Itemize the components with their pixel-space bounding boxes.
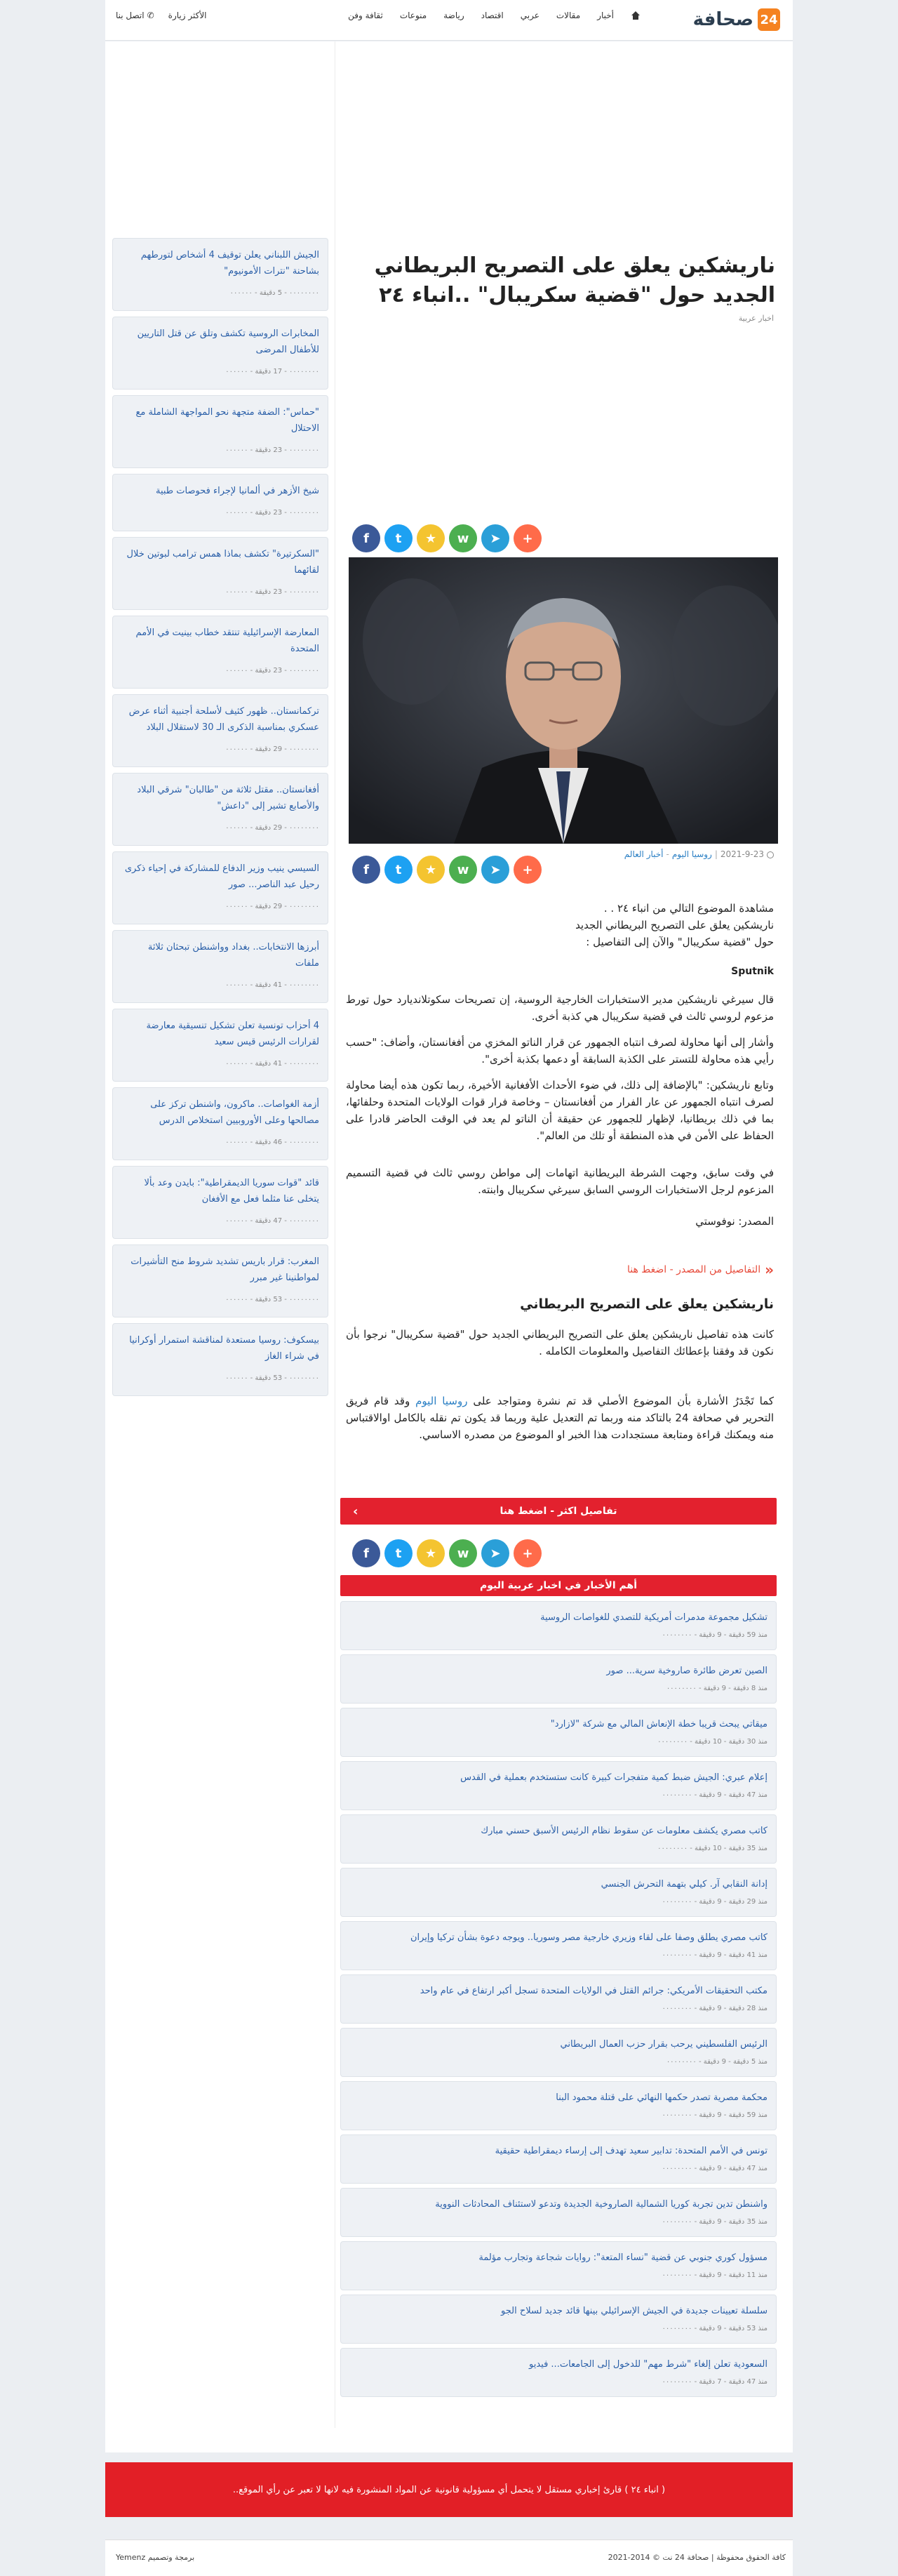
facebook-share-button[interactable]: f — [352, 856, 380, 884]
telegram-share-button[interactable]: ➤ — [481, 524, 509, 552]
whatsapp-share-button[interactable]: w — [449, 524, 477, 552]
news-list-item[interactable] — [340, 1814, 777, 1864]
news-item-title: مسؤول كوري جنوبي عن قضية "نساء المتعة": روايات شجاعة وتجارب مؤلمة — [478, 2252, 768, 2263]
paragraph-text: كما تَجْدَرُ الأشارة بأن الموضوع الأصلي قد تم نشرة ومتواجد على — [467, 1395, 774, 1407]
logo-badge: 24 — [758, 8, 780, 31]
sidebar-news-title: "السكرتيرة" تكشف بماذا همس ترامب لبوتين خلال لقائهما — [126, 549, 319, 576]
sidebar-news-meta: ٠٠٠٠٠٠٠٠ - 29 دقيقة - ٠٠٠٠٠٠ — [225, 903, 319, 910]
news-item-title: إدانة النقابي آر. كيلي بتهمة التحرش الجنسي — [601, 1879, 768, 1890]
article-subheading: ناريشكين يعلق على التصريح البريطاني — [520, 1296, 774, 1312]
sidebar-news-title: قائد "قوات سوريا الديمقراطية": بايدن وعد بألا يتخلى عنا مثلما فعل مع الأفغان — [144, 1178, 319, 1204]
news-list-item[interactable] — [340, 2348, 777, 2397]
news-item-title: إعلام عبري: الجيش ضبط كمية متفجرات كبيرة كانت ستستخدم بعملية في القدس — [460, 1772, 768, 1783]
telegram-share-button[interactable]: ➤ — [481, 1539, 509, 1567]
sidebar-news-meta: ٠٠٠٠٠٠٠٠ - 41 دقيقة - ٠٠٠٠٠٠ — [225, 1060, 319, 1068]
sidebar-news-card[interactable] — [112, 773, 328, 846]
sidebar-news-meta: ٠٠٠٠٠٠٠٠ - 23 دقيقة - ٠٠٠٠٠٠ — [225, 588, 319, 596]
sidebar-news-meta: ٠٠٠٠٠٠٠٠ - 53 دقيقة - ٠٠٠٠٠٠ — [225, 1374, 319, 1382]
news-item-title: الصين تعرض طائرة صاروخية سرية... صور — [606, 1666, 768, 1676]
developer-credit[interactable]: برمجة وتصميم Yemenz — [116, 2553, 195, 2562]
more-share-button[interactable]: + — [514, 1539, 542, 1567]
sidebar-news-title: تركمانستان.. ظهور كثيف لأسلحة أجنبية أثناء عرض عسكري بمناسبة الذكرى الـ 30 لاستقلال البلاد — [128, 706, 319, 733]
telegram-share-button[interactable]: ➤ — [481, 856, 509, 884]
sidebar-news-title: المعارضة الإسرائيلية تنتقد خطاب بينيت في الأمم المتحدة — [135, 628, 319, 654]
article-paragraph: في وقت سابق، وجهت الشرطة البريطانية اتهامات إلى مواطن روسي ثالث في قضية التسميم المزعوم لرجل الاستخبارات الروسي السابق سيرغي سكريبال وابنته. — [346, 1167, 774, 1196]
sidebar-news-card[interactable] — [112, 1087, 328, 1160]
twitter-share-button[interactable]: t — [384, 524, 413, 552]
news-item-meta: منذ 59 دقيقة - 9 دقيقة - ٠٠٠٠٠٠٠٠ — [662, 1631, 768, 1639]
news-list-item[interactable] — [340, 1974, 777, 2024]
article-paragraph: كانت هذه تفاصيل ناريشكين يعلق على التصريح البريطاني الجديد حول "قضية سكريبال" نرجوا بأن نكون قد وفقنا بإعطائك التفاصيل والمعلومات الكامله . — [346, 1328, 774, 1357]
news-item-title: الرئيس الفلسطيني يرحب بقرار حزب العمال البريطاني — [560, 2039, 768, 2050]
nav-item-news[interactable]: أخبار — [597, 11, 614, 20]
news-item-title: محكمة مصرية تصدر حكمها النهائي على قتلة محمود البنا — [556, 2092, 768, 2103]
article-date: 2021-9-23 — [720, 849, 764, 859]
news-list-item[interactable] — [340, 2081, 777, 2130]
news-item-title: سلسلة تعيينات جديدة في الجيش الإسرائيلي بينها قائد جديد لسلاح الجو — [501, 2306, 768, 2316]
nav-item-sports[interactable]: رياضة — [443, 11, 464, 20]
news-item-meta: منذ 30 دقيقة - 10 دقيقة - ٠٠٠٠٠٠٠٠ — [657, 1738, 768, 1746]
sidebar-news-card[interactable] — [112, 851, 328, 924]
most-visited-link[interactable]: الأكثر زيارة — [168, 11, 207, 20]
source-credit: المصدر: نوفوستي — [695, 1215, 774, 1228]
news-item-title: السعودية تعلن إلغاء "شرط مهم" للدخول إلى الجامعات... فيديو — [529, 2359, 768, 2370]
news-item-meta: منذ 59 دقيقة - 9 دقيقة - ٠٠٠٠٠٠٠٠ — [662, 2111, 768, 2119]
sidebar-news-card[interactable] — [112, 1009, 328, 1082]
more-share-button[interactable]: + — [514, 524, 542, 552]
header-utilities — [116, 0, 207, 31]
sidebar-news-card[interactable] — [112, 395, 328, 468]
news-item-meta: منذ 28 دقيقة - 9 دقيقة - ٠٠٠٠٠٠٠٠ — [662, 2005, 768, 2012]
sidebar-news-meta: ٠٠٠٠٠٠٠٠ - 23 دقيقة - ٠٠٠٠٠٠ — [225, 446, 319, 454]
news-item-title: كاتب مصري يطلق وصفا على لقاء وزيري خارجية مصر وسوريا.. ويوجه دعوة بشأن تركيا وإيران — [410, 1932, 768, 1943]
news-item-meta: منذ 35 دقيقة - 10 دقيقة - ٠٠٠٠٠٠٠٠ — [657, 1845, 768, 1852]
nav-item-culture[interactable]: ثقافة وفن — [348, 11, 383, 20]
nav-home[interactable] — [622, 0, 649, 31]
article-photo-illustration — [349, 557, 778, 844]
whatsapp-share-button[interactable]: w — [449, 1539, 477, 1567]
sidebar-news-meta: ٠٠٠٠٠٠٠٠ - 23 دقيقة - ٠٠٠٠٠٠ — [225, 509, 319, 517]
sidebar-news-title: الجيش اللبناني يعلن توقيف 4 أشخاص لتورطهم بشاحنة "نترات الأمونيوم" — [140, 250, 319, 277]
share-bar-bottom — [352, 1539, 542, 1567]
favorite-button[interactable]: ★ — [417, 524, 445, 552]
more-share-button[interactable]: + — [514, 856, 542, 884]
nav-item-articles[interactable]: مقالات — [556, 11, 581, 20]
copyright: كافة الحقوق محفوظة | صحافة 24 نت © 2014-2021 — [608, 2553, 786, 2562]
sidebar-news-title: 4 أحزاب تونسية تعلن تشكيل تنسيقية معارضة لقرارات الرئيس قيس سعيد — [146, 1021, 319, 1047]
news-item-meta: منذ 41 دقيقة - 9 دقيقة - ٠٠٠٠٠٠٠٠ — [662, 1951, 768, 1959]
news-item-title: تشكيل مجموعة مدمرات أمريكية للتصدي للغواصات الروسية — [540, 1612, 768, 1623]
more-details-label: تفاصيل اكثر - اضغط هنا — [500, 1506, 617, 1517]
sidebar-news-title: المخابرات الروسية تكشف وتلق عن قتل التاريين للأطفال المرضى — [137, 328, 319, 355]
sidebar-news-title: أزمة الغواصات.. ماكرون، واشنطن تركز على مصالحها وعلى الأوروبيين استخلاص الدرس — [150, 1099, 319, 1126]
share-bar-middle — [352, 856, 542, 884]
main-nav — [340, 0, 649, 31]
news-item-meta: منذ 47 دقيقة - 9 دقيقة - ٠٠٠٠٠٠٠٠ — [662, 2165, 768, 2172]
clock-icon — [767, 851, 774, 858]
news-item-meta: منذ 35 دقيقة - 9 دقيقة - ٠٠٠٠٠٠٠٠ — [662, 2218, 768, 2226]
section-link[interactable]: أخبار العالم — [624, 849, 664, 859]
sidebar-news-card[interactable] — [112, 1323, 328, 1396]
sidebar-news-title: "حماس": الضفة متجهة نحو المواجهة الشاملة مع الاحتلال — [135, 407, 319, 434]
twitter-share-button[interactable]: t — [384, 1539, 413, 1567]
news-item-title: مكتب التحقيقات الأمريكي: جرائم القتل في الولايات المتحدة تسجل أكبر ارتفاع في عام واحد — [420, 1986, 768, 1996]
sidebar-news-title: شيخ الأزهر في ألمانيا لإجراء فحوصات طبية — [155, 486, 319, 496]
logo-text: صحافة — [692, 9, 753, 30]
news-item-meta: منذ 11 دقيقة - 9 دقيقة - ٠٠٠٠٠٠٠٠ — [662, 2271, 768, 2279]
top-news-list — [340, 1601, 777, 2401]
home-icon — [631, 11, 641, 20]
sidebar-news-title: المغرب: قرار باريس تشديد شروط منح التأشيرات لمواطنينا غير مبرر — [130, 1256, 319, 1283]
contact-label: اتصل بنا — [116, 11, 145, 20]
article-paragraph: قال سيرغي ناريشكين مدير الاستخبارات الخارجية الروسية، إن تصريحات سكوتلانديارد حول تورط مزعوم لروسي ثالث في قضية سكريبال هي كذبة أخرى. — [346, 993, 774, 1023]
news-item-meta: منذ 29 دقيقة - 9 دقيقة - ٠٠٠٠٠٠٠٠ — [662, 1898, 768, 1906]
page-container — [105, 41, 793, 2452]
nav-item-misc[interactable]: منوعات — [399, 11, 427, 20]
nav-item-economy[interactable]: اقتصاد — [481, 11, 504, 20]
sidebar-news-card[interactable] — [112, 694, 328, 767]
sidebar — [112, 238, 328, 1402]
sidebar-news-title: أفغانستان.. مقتل ثلاثة من "طالبان" شرقي البلاد والأصابع تشير إلى "داعش" — [137, 785, 319, 811]
news-list-item[interactable] — [340, 1761, 777, 1810]
share-bar-top — [352, 524, 542, 552]
news-list-item[interactable] — [340, 2295, 777, 2344]
news-list-item[interactable] — [340, 1868, 777, 1917]
article-lead: مشاهدة الموضوع التالي من انباء ٢٤ . . ناريشكين يعلق على التصريح البريطاني الجديد حول "قضية سكريبال" والآن إلى التفاصيل : — [575, 902, 774, 948]
sidebar-news-card[interactable] — [112, 317, 328, 390]
article-photo — [349, 557, 778, 844]
sidebar-news-title: أبرزها الانتخابات.. بغداد وواشنطن تبحثان ثلاثة ملفات — [147, 942, 319, 969]
top-news-header: أهم الأخبار في اخبار عربية اليوم — [340, 1575, 777, 1596]
facebook-share-button[interactable]: f — [352, 1539, 380, 1567]
news-item-meta: منذ 8 دقيقة - 9 دقيقة - ٠٠٠٠٠٠٠٠ — [666, 1685, 768, 1692]
article-category[interactable]: اخبار عربية — [738, 314, 774, 323]
news-list-item[interactable] — [340, 2188, 777, 2237]
source-details-link[interactable] — [627, 1261, 774, 1278]
news-list-item[interactable] — [340, 2241, 777, 2290]
source-tag: Sputnik — [731, 966, 774, 977]
news-item-meta: منذ 47 دقيقة - 9 دقيقة - ٠٠٠٠٠٠٠٠ — [662, 1791, 768, 1799]
article-paragraph — [346, 1393, 774, 1443]
nav-item-arab[interactable]: عربي — [520, 11, 540, 20]
article-paragraph: وأشار إلى أنها محاولة لصرف انتباه الجمهور عن قرار الناتو المخزي من أفغانستان، وأضاف: "حسب رأيي هذه محاولة للتستر على الكذبة السابقة أو دعمها بكذبة أخرى". — [346, 1036, 774, 1065]
chevron-icon: › — [353, 1503, 358, 1519]
sidebar-news-card[interactable] — [112, 930, 328, 1003]
news-list-item[interactable] — [340, 1654, 777, 1704]
sidebar-news-meta: ٠٠٠٠٠٠٠٠ - 29 دقيقة - ٠٠٠٠٠٠ — [225, 745, 319, 753]
article-paragraph: وتابع ناريشكين: "بالإضافة إلى ذلك، في ضوء الأحداث الأفغانية الأخيرة، ربما تكون هذه أيضا محاولة لصرف انتباه الجمهور عن عار الفرار من أفغانستان – وخاصة فرار قوات الولايات المتحدة وحلفائها، بما في ذلك بريطانيا، لإظهار للجمهور عن حقيقة أن الناتو لم يعد في الوقت الحاضر قادرا على الحفاظ على الأمن في هذه المنطقة أو تلك من العالم". — [346, 1079, 774, 1142]
source-link[interactable]: روسيا اليوم — [671, 849, 712, 859]
news-list-item[interactable] — [340, 1601, 777, 1650]
article-meta: 2021-9-23|روسيا اليوم-أخبار العالم — [624, 849, 774, 859]
whatsapp-share-button[interactable]: w — [449, 856, 477, 884]
news-item-meta: منذ 53 دقيقة - 9 دقيقة - ٠٠٠٠٠٠٠٠ — [662, 2325, 768, 2332]
paragraph-text: وقد قام فريق التحرير في صحافة 24 بالتاكد منه وربما تم التعديل علية وربما قد يكون تم نقله بالكامل اوالاقتباس منه ويمكنك قراءة ومتابعة مستجدادت هذا الخبر او الموضوع من مصدره الاساسي. — [346, 1395, 774, 1441]
contact-link[interactable] — [116, 11, 154, 20]
news-item-meta: منذ 47 دقيقة - 7 دقيقة - ٠٠٠٠٠٠٠٠ — [662, 2378, 768, 2386]
article-title: ناريشكين يعلق على التصريح البريطاني الجديد حول "قضية سكريبال" ..انباء ٢٤ — [374, 253, 775, 307]
sidebar-news-meta: ٠٠٠٠٠٠٠٠ - 17 دقيقة - ٠٠٠٠٠٠ — [225, 368, 319, 376]
sidebar-news-card[interactable] — [112, 238, 328, 311]
news-item-title: ميقاتي يبحث قريبا خطة الإنعاش المالي مع شركة "لازارد" — [550, 1719, 768, 1729]
news-list-item[interactable] — [340, 1921, 777, 1970]
source-details-label: التفاصيل من المصدر - اضغط هنا — [626, 1264, 761, 1275]
sidebar-news-card[interactable] — [112, 537, 328, 610]
news-list-item[interactable] — [340, 2135, 777, 2184]
favorite-button[interactable]: ★ — [417, 1539, 445, 1567]
original-source-link[interactable]: روسيا اليوم — [415, 1395, 468, 1407]
sidebar-news-card[interactable] — [112, 1166, 328, 1239]
site-header — [105, 0, 793, 41]
sidebar-news-meta: ٠٠٠٠٠٠٠٠ - 46 دقيقة - ٠٠٠٠٠٠ — [225, 1138, 319, 1146]
sidebar-news-title: بيسكوف: روسيا مستعدة لمناقشة استمرار أوكرانيا في شراء الغاز — [129, 1335, 319, 1362]
favorite-button[interactable]: ★ — [417, 856, 445, 884]
sidebar-news-meta: ٠٠٠٠٠٠٠٠ - 29 دقيقة - ٠٠٠٠٠٠ — [225, 824, 319, 832]
sidebar-news-card[interactable] — [112, 616, 328, 689]
news-item-title: واشنطن تدين تجربة كوريا الشمالية الصاروخية الجديدة وتدعو لاستئناف المحادثات النووية — [435, 2199, 768, 2210]
news-list-item[interactable] — [340, 1708, 777, 1757]
news-item-title: تونس في الأمم المتحدة: تدابير سعيد تهدف إلى إرساء ديمقراطية حقيقية — [495, 2146, 768, 2156]
more-details-button[interactable] — [340, 1498, 777, 1525]
sidebar-news-meta: ٠٠٠٠٠٠٠٠ - 5 دقيقة - ٠٠٠٠٠٠ — [229, 289, 319, 297]
site-logo[interactable] — [693, 6, 780, 34]
phone-icon: ✆ — [147, 11, 154, 20]
sidebar-news-card[interactable] — [112, 474, 328, 531]
facebook-share-button[interactable]: f — [352, 524, 380, 552]
news-item-meta: منذ 5 دقيقة - 9 دقيقة - ٠٠٠٠٠٠٠٠ — [666, 2058, 768, 2066]
sidebar-news-meta: ٠٠٠٠٠٠٠٠ - 53 دقيقة - ٠٠٠٠٠٠ — [225, 1296, 319, 1303]
news-list-item[interactable] — [340, 2028, 777, 2077]
sidebar-news-meta: ٠٠٠٠٠٠٠٠ - 47 دقيقة - ٠٠٠٠٠٠ — [225, 1217, 319, 1225]
footer-disclaimer: ( انباء ٢٤ ) قارئ إخباري مستقل لا يتحمل أي مسؤولية قانونية عن المواد المنشورة فيه لانها لا تعبر عن رأي الموقع.. — [105, 2462, 793, 2517]
site-footer — [105, 2540, 793, 2576]
sidebar-news-meta: ٠٠٠٠٠٠٠٠ - 23 دقيقة - ٠٠٠٠٠٠ — [225, 667, 319, 675]
twitter-share-button[interactable]: t — [384, 856, 413, 884]
sidebar-news-title: السيسي ينيب وزير الدفاع للمشاركة في إحياء ذكرى رحيل عبد الناصر... صور — [124, 863, 319, 890]
double-chevron-icon: « — [765, 1261, 774, 1278]
sidebar-news-card[interactable] — [112, 1244, 328, 1317]
news-item-title: كاتب مصري يكشف معلومات عن سقوط نظام الرئيس الأسبق حسني مبارك — [481, 1826, 768, 1836]
sidebar-news-meta: ٠٠٠٠٠٠٠٠ - 41 دقيقة - ٠٠٠٠٠٠ — [225, 981, 319, 989]
